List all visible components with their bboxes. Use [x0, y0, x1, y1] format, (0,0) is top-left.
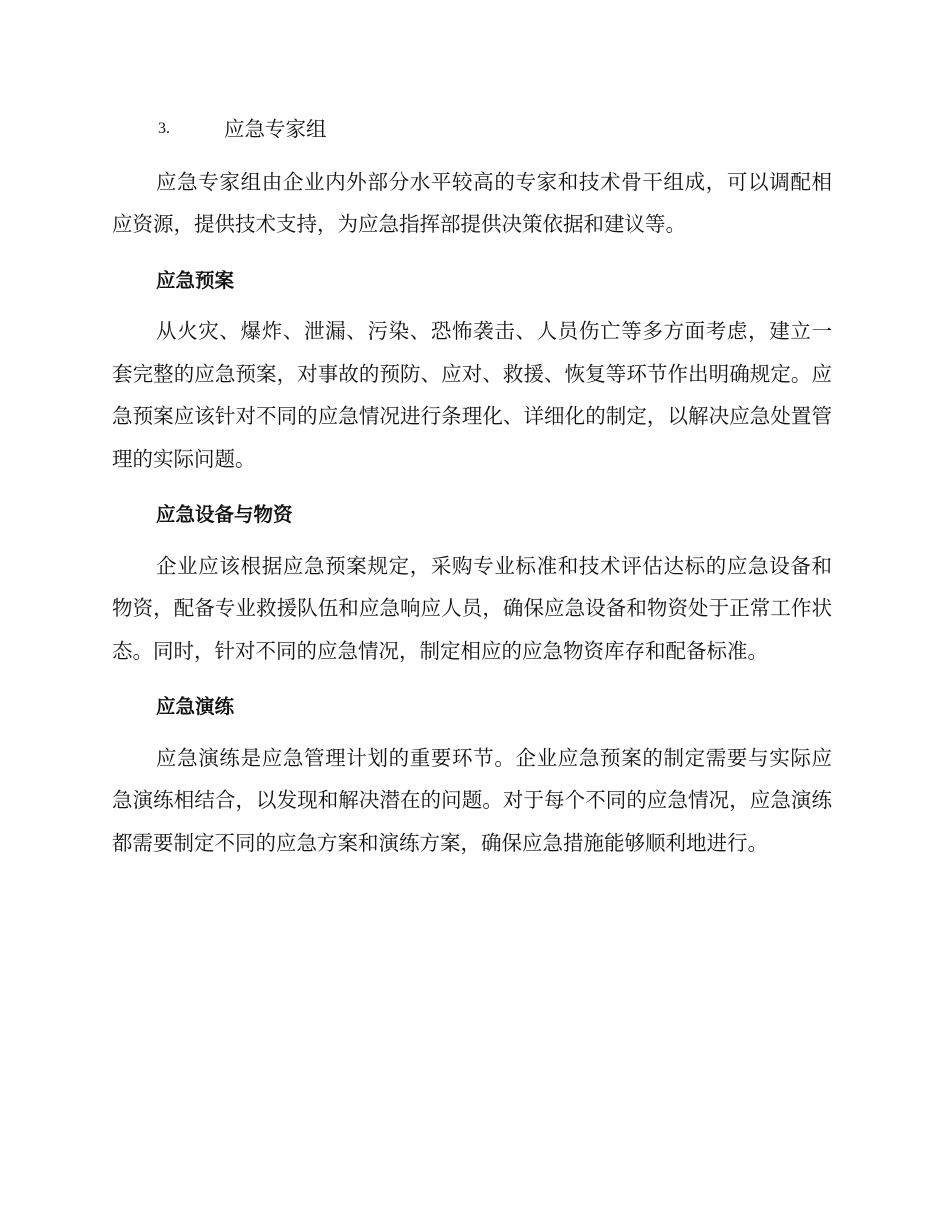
- heading-equipment-supplies: 应急设备与物资: [156, 503, 293, 526]
- section-number: 3.: [158, 120, 170, 137]
- paragraph-expert-group: 应急专家组由企业内外部分水平较高的专家和技术骨干组成，可以调配相应资源，提供技术支持，为应急指挥部提供决策依据和建议等。: [112, 169, 832, 236]
- paragraph-emergency-drill: 应急演练是应急管理计划的重要环节。企业应急预案的制定需要与实际应急演练相结合，以发现和解决潜在的问题。对于每个不同的应急情况，应急演练都需要制定不同的应急方案和演练方案，确保应急措施能够顺利地进行。: [112, 745, 832, 855]
- paragraph-equipment-supplies: 企业应该根据应急预案规定，采购专业标准和技术评估达标的应急设备和物资，配备专业救援队伍和应急响应人员，确保应急设备和物资处于正常工作状态。同时，针对不同的应急情况，制定相应的应急物资库存和配备标准。: [112, 553, 832, 663]
- document-page: [112, 108, 832, 864]
- section-3-title-row: [112, 108, 832, 151]
- heading-emergency-plan: 应急预案: [156, 268, 235, 292]
- heading-emergency-drill: 应急演练: [156, 695, 235, 718]
- section-title-expert-group: 应急专家组: [224, 117, 327, 141]
- paragraph-emergency-plan: 从火灾、爆炸、泄漏、污染、恐怖袭击、人员伤亡等多方面考虑，建立一套完整的应急预案，对事故的预防、应对、救援、恢复等环节作出明确规定。应急预案应该针对不同的应急情况进行条理化、详细化的制定，以解决应急处置管理的实际问题。: [112, 319, 832, 471]
